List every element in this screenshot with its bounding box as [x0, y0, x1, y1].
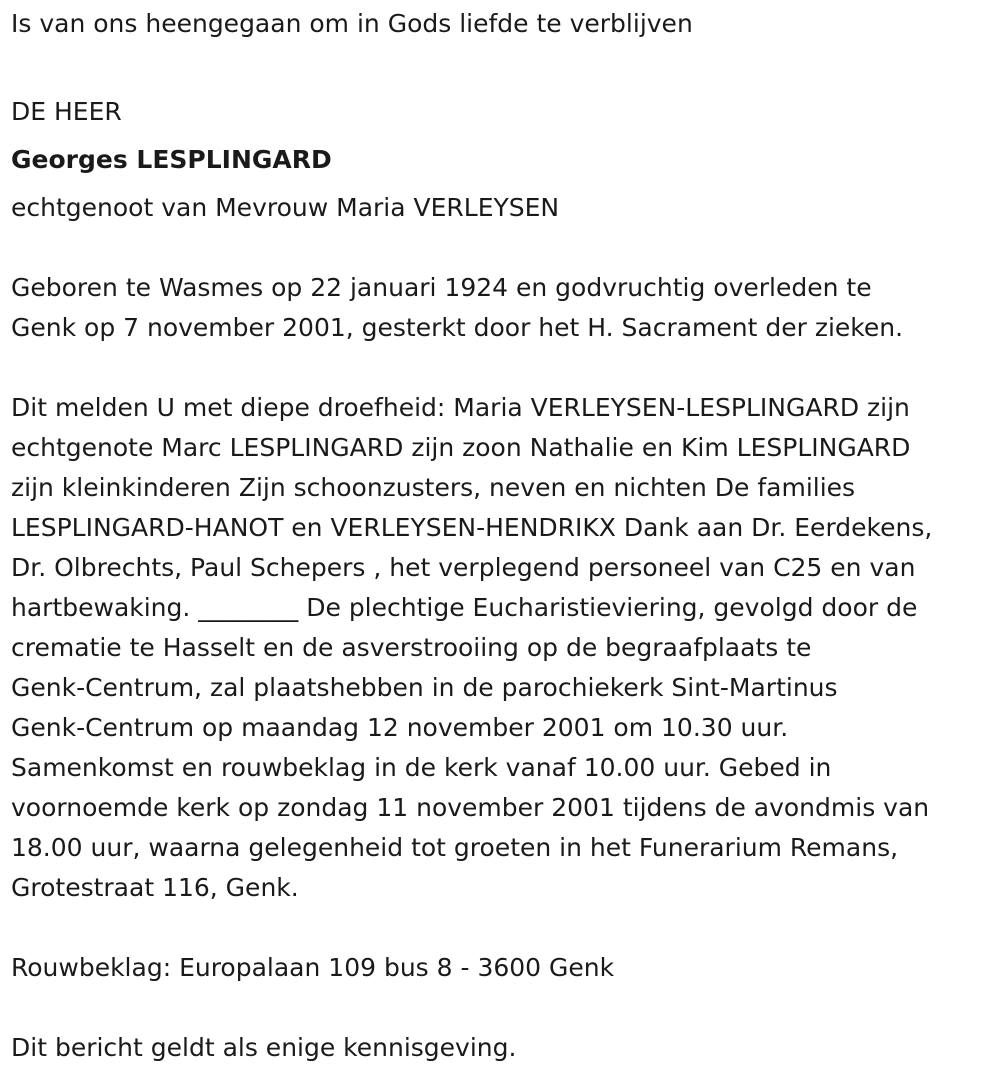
closing-line: Dit bericht geldt als enige kennisgeving.: [11, 1033, 517, 1062]
spouse-line: echtgenoot van Mevrouw Maria VERLEYSEN: [11, 193, 560, 222]
spacer: [11, 348, 990, 388]
condolence-address: Rouwbeklag: Europalaan 109 bus 8 - 3600 Genk: [11, 953, 615, 982]
paragraph-line: LESPLINGARD-HANOT en VERLEYSEN-HENDRIKX Dank aan Dr. Eerdekens,: [11, 513, 933, 542]
spacer: [11, 44, 990, 84]
paragraph-line: Grotestraat 116, Genk.: [11, 873, 299, 902]
announcement-paragraph: [11, 388, 990, 908]
paragraph-line: 18.00 uur, waarna gelegenheid tot groeten in het Funerarium Remans,: [11, 833, 899, 862]
paragraph-line: Samenkomst en rouwbeklag in de kerk vanaf 10.00 uur. Gebed in: [11, 753, 832, 782]
paragraph-line: Geboren te Wasmes op 22 januari 1924 en godvruchtig overleden te: [11, 273, 872, 302]
paragraph-line: crematie te Hasselt en de asverstrooiing op de begraafplaats te: [11, 633, 812, 662]
paragraph-line: Genk op 7 november 2001, gesterkt door het H. Sacrament der zieken.: [11, 313, 904, 342]
birth-death-paragraph: [11, 268, 990, 348]
paragraph-line: Dit melden U met diepe droefheid: Maria VERLEYSEN-LESPLINGARD zijn: [11, 393, 910, 422]
paragraph-line: Dr. Olbrechts, Paul Schepers , het verplegend personeel van C25 en van: [11, 553, 916, 582]
paragraph-line: voornoemde kerk op zondag 11 november 2001 tijdens de avondmis van: [11, 793, 930, 822]
paragraph-line: hartbewaking. ________ De plechtige Eucharistieviering, gevolgd door de: [11, 593, 918, 622]
paragraph-line: zijn kleinkinderen Zijn schoonzusters, neven en nichten De families: [11, 473, 856, 502]
spacer: [11, 908, 990, 948]
spacer: [11, 228, 990, 268]
paragraph-line: Genk-Centrum op maandag 12 november 2001 om 10.30 uur.: [11, 713, 789, 742]
intro-line: Is van ons heengegaan om in Gods liefde te verblijven: [11, 9, 693, 38]
honorific-title: DE HEER: [11, 97, 122, 126]
deceased-name: Georges LESPLINGARD: [11, 145, 332, 174]
paragraph-line: echtgenote Marc LESPLINGARD zijn zoon Nathalie en Kim LESPLINGARD: [11, 433, 911, 462]
spacer: [11, 988, 990, 1028]
paragraph-line: Genk-Centrum, zal plaatshebben in de parochiekerk Sint-Martinus: [11, 673, 838, 702]
